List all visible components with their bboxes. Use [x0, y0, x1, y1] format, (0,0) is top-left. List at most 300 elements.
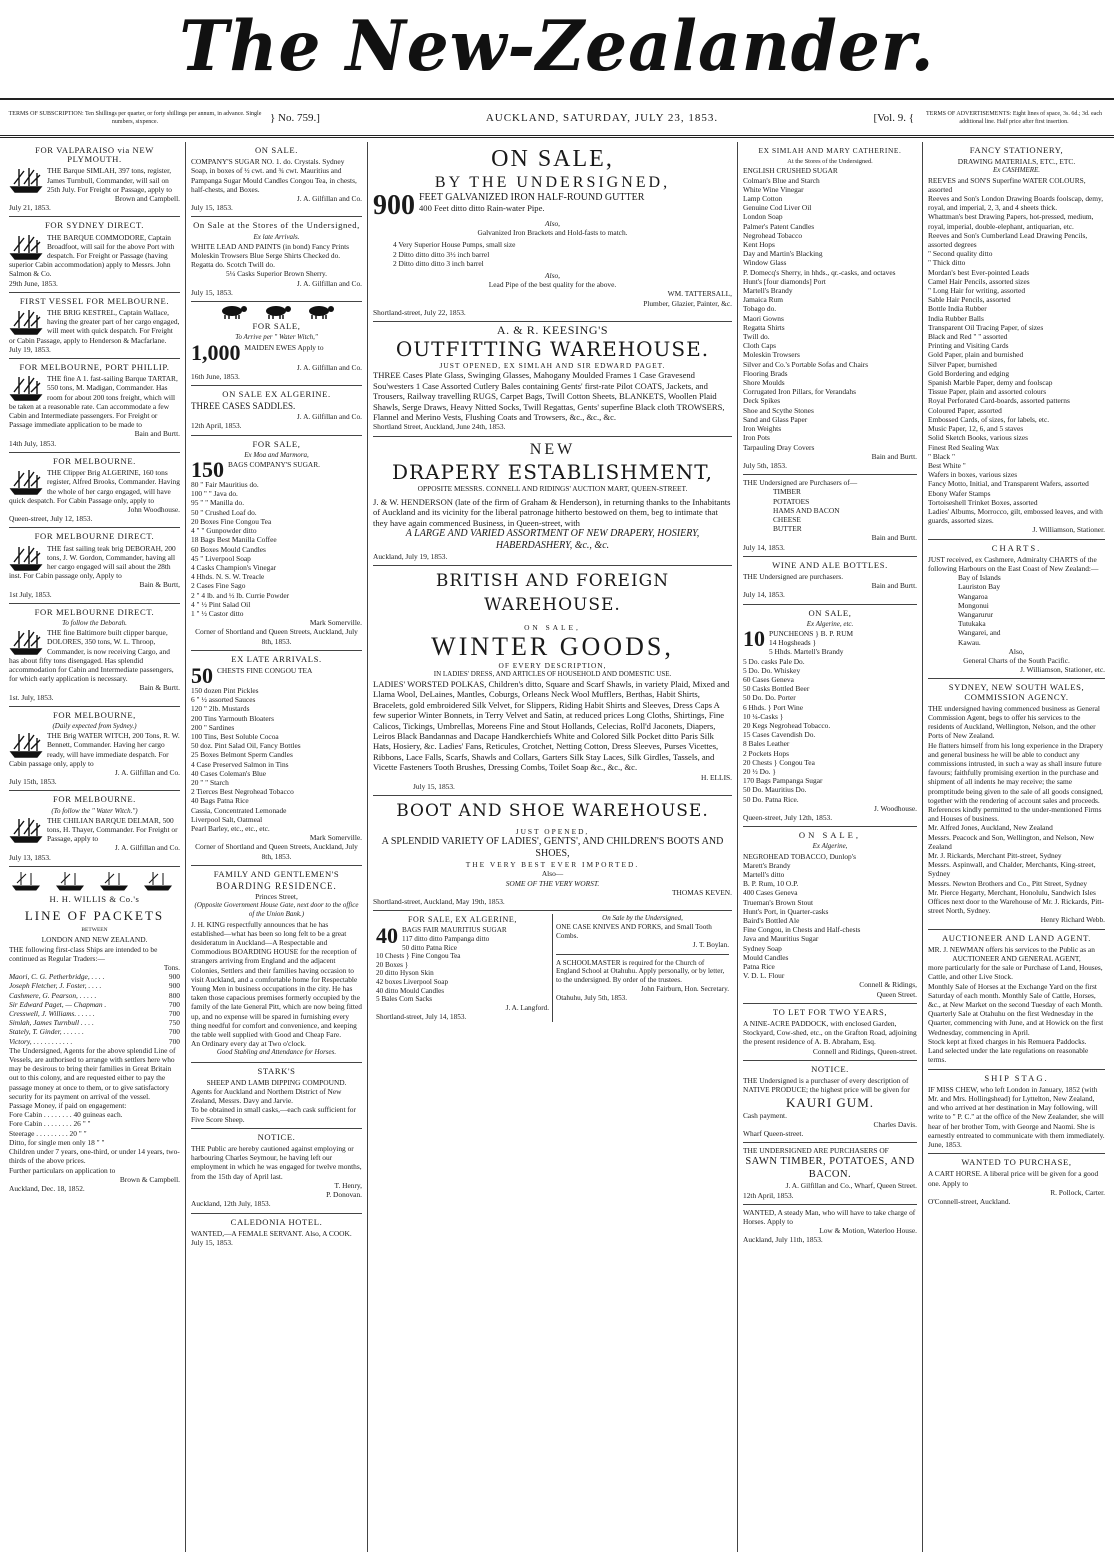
ad-date: July 15, 1853. [191, 287, 233, 297]
ad-subtitle: Ex Algerine, [812, 842, 848, 851]
ad-extra: 5¼ Casks Superior Brown Sherry. [226, 269, 327, 279]
list-item: 5 Do. Do. Whiskey [743, 665, 801, 675]
list-item: Printing and Visiting Cards [928, 341, 1009, 351]
ad-woodhouse-sale [743, 605, 917, 828]
list-item: Iron Weights [743, 424, 782, 434]
ad-delmar [9, 791, 180, 866]
ad-date: June, 1853. [928, 1139, 962, 1149]
list-item: 400 Cases Geneva [743, 888, 798, 898]
ad-body-4: Quarterly Sale at Otahuhu on the first Wednesday in the Quarter, commencing with June, and at Howick on the first Wednesday, commencing in April. [928, 1009, 1104, 1037]
ad-title: FOR MELBOURNE DIRECT. [34, 531, 155, 542]
ad-boot-shoe [373, 796, 732, 911]
list-item: Regatta Shirts [743, 322, 785, 332]
list-item: Silver and Co.'s Portable Sofas and Chairs [743, 359, 869, 369]
item-list [743, 852, 917, 981]
ship-tons: 750 [168, 1018, 180, 1028]
ship-row [9, 1009, 180, 1018]
ship-tons: 700 [168, 1027, 180, 1037]
ad-title: FOR MELBOURNE. [53, 455, 136, 466]
ad-title: WANTED TO PURCHASE, [961, 1157, 1072, 1168]
ad-title: FOR SALE, [252, 321, 301, 332]
list-item: Mordan's best Ever-pointed Leads [928, 267, 1030, 277]
ad-signature: J. A. Gilfillan and Co. [114, 843, 180, 853]
list-item: India Rubber Balls [928, 313, 984, 323]
ad-note: An Ordinary every day at Two o'clock. [191, 1039, 306, 1049]
item-list [743, 487, 917, 533]
ships-row-icon [9, 870, 179, 892]
ad-quantity: 50 [191, 662, 213, 688]
ad-line-of-packets [9, 867, 180, 1197]
ad-signature: J. A. Gilfillan and Co., Wharf, Queen Street. [785, 1181, 917, 1191]
list-item: 20 Kegs Negrohead Tobacco. [743, 720, 831, 730]
list-item: 4 Casks Champion's Vinegar [191, 562, 277, 572]
list-item: 50 ditto Patna Rice [402, 943, 457, 952]
list-item: Reeves and Son's London Drawing Boards foolscap, demy, royal, and imperial, 2, 3, and 4 sheets thick. [928, 194, 1104, 213]
ad-also: Also— [541, 869, 564, 879]
ad-date: Shortland-street, July 14, 1853. [376, 1012, 467, 1021]
ad-signature: J. Woodhouse. [874, 803, 917, 813]
ad-signature: J. A. Gilfillan and Co. [296, 362, 362, 372]
list-item: Gold Bordering and edging [928, 368, 1010, 378]
list-item: Fancy Motto, Initial, and Transparent Wafers, assorted [928, 479, 1089, 489]
list-item: 4 " " Gunpowder ditto [191, 526, 257, 536]
ad-signature: Henry Richard Webb. [1040, 915, 1105, 925]
ad-charts [928, 540, 1105, 680]
ship-tons: 900 [168, 972, 180, 982]
ship-icon [9, 309, 43, 335]
ad-starks [191, 1063, 362, 1129]
ad-body: THE Brig WATER WITCH, 200 Tons, R. W. Bennett, Commander. Having her cargo ready, will have immediate despatch. For Cabin passage only, apply to [9, 731, 180, 768]
list-item: 100 Tins, Best Soluble Cocoa [191, 731, 279, 741]
list-item: Fore Cabin . . . . . . . . 26 " " [9, 1119, 91, 1129]
ad-title: FOR MELBOURNE, PORT PHILLIP. [19, 362, 170, 373]
ad-subtitle: Ex Moa and Marmora, [244, 450, 309, 459]
list-item: 4 " ½ Pint Salad Oil [191, 599, 251, 609]
item-list [373, 240, 732, 268]
ad-title: FANCY STATIONERY, [969, 145, 1064, 155]
ad-headline: BRITISH AND FOREIGN WAREHOUSE. [435, 571, 670, 616]
list-item: 20 ditto Hyson Skin [376, 969, 434, 978]
list-item: Ebony Wafer Stamps [928, 488, 991, 498]
list-item: 40 ditto Mould Candles [376, 986, 445, 995]
ad-title: SHIP STAG. [984, 1072, 1049, 1083]
list-item: Wangarurur [958, 609, 994, 619]
ad-body-2: To be obtained in small casks,—each cask sufficient for Five Score Sheep. [191, 1105, 356, 1124]
list-item: Mongonui [958, 600, 989, 610]
ad-title: FOR MELBOURNE DIRECT. [34, 606, 155, 617]
ad-title: ON SALE. [255, 145, 298, 155]
list-item: 42 boxes Liverpool Soap [376, 977, 449, 986]
list-item: Cloth Caps [743, 341, 777, 351]
list-item: 20 Boxes Fine Congou Tea [191, 516, 272, 526]
list-item: 8 Bales Leather [743, 739, 790, 749]
list-item: Music Paper, 12, 6, and 5 staves [928, 424, 1024, 434]
ship-icon [9, 375, 43, 401]
ad-quantity: 150 [191, 457, 224, 483]
ad-keesing [373, 322, 732, 437]
ad-kestrel [9, 293, 180, 359]
column-1 [4, 142, 186, 1552]
ship-row [9, 1037, 180, 1046]
list-item: Coloured Paper, assorted [928, 405, 1002, 415]
ad-title: TO LET FOR TWO YEARS, [772, 1006, 888, 1017]
ad-title: EX LATE ARRIVALS. [231, 653, 322, 664]
list-item: Mr. Pierce Hegarty, Merchant, Honolulu, Sandwich Isles [928, 887, 1096, 897]
list-item: Java and Mauritius Sugar [743, 934, 819, 944]
ad-also-2: SOME OF THE VERY WORST. [505, 878, 600, 888]
ship-icon [9, 469, 43, 495]
list-item: Jamaica Rum [743, 295, 784, 305]
ad-headline: AUCTIONEER AND GENERAL AGENT, [952, 954, 1081, 964]
tons-label: Tons. [163, 963, 180, 973]
ad-subtitle: At the Stores of the Undersigned. [787, 158, 873, 166]
ad-title: A. & R. KEESING'S [496, 323, 609, 338]
ad-body: A CART HORSE. A liberal price will be given for a good one. Apply to [928, 1169, 1099, 1188]
ad-body: THREE CASES SADDLES. [191, 401, 296, 412]
list-item: Lauriston Bay [958, 582, 1001, 592]
ad-body: WANTED, A steady Man, who will have to take charge of Horses. Apply to [743, 1207, 916, 1226]
ad-signature: H. ELLIS. [701, 772, 732, 782]
list-item: 200 Tins Yarmouth Bloaters [191, 713, 274, 723]
ad-line-2: 400 Feet ditto ditto Rain-water Pipe. [419, 203, 545, 214]
ad-body: THE CHILIAN BARQUE DELMAR, 500 tons, H. Thayer, Commander. For Freight or Passage, apply to [47, 815, 178, 844]
ad-deborah [9, 528, 180, 603]
ad-body: JUST received, ex Cashmere, Admiralty CHARTS of the following Harbours on the East Coast of New Zealand:— [928, 554, 1099, 573]
ad-body: ONE CASE KNIVES AND FORKS, and Small Tooth Combs. [556, 923, 712, 940]
item-list [928, 573, 1105, 647]
ship-row [9, 1000, 180, 1009]
ad-date: Wharf Queen-street. [743, 1128, 804, 1138]
ad-boylan-schoolmaster [553, 914, 732, 1022]
list-item: Colman's Blue and Starch [743, 175, 820, 185]
ad-title-2: DRAWING MATERIALS, ETC., ETC. [957, 157, 1076, 167]
list-item: 15 Cases Cavendish Do. [743, 730, 816, 740]
ad-valparaiso [9, 142, 180, 217]
ad-signature: Bain and Burtt. [134, 429, 180, 439]
issue-date: AUCKLAND, SATURDAY, JULY 23, 1853. [485, 111, 719, 124]
list-item: 170 Bags Pampanga Sugar [743, 776, 823, 786]
list-item: Tobago do. [743, 304, 777, 314]
ad-signature: J. A. Gilfillan and Co. [296, 412, 362, 422]
ad-headline: LINE OF PACKETS [24, 908, 165, 924]
ad-body: THE fine A 1. fast-sailing Barque TARTAR, 550 tons, M. Madigan, Commander. Has room for about 200 tons freight, which will be taken at a reasonable rate. Can accommodate a few Cabin and Intermediate passengers. For Freight or Passage immediate application to be made to [9, 374, 178, 430]
fares-list [9, 1110, 180, 1165]
dateline-bar [0, 98, 1114, 138]
list-item: 2 " 4 lb. and ½ lb. Currie Powder [191, 590, 290, 600]
list-item: Tutukaka [958, 619, 986, 629]
ad-sydney-agency [928, 679, 1105, 929]
list-item: 14 Hogsheads } [769, 638, 817, 648]
list-item: Reeves and Son's Cumberland Lead Drawing Pencils, assorted degrees [928, 230, 1088, 250]
list-item: 20 Boxes } [376, 960, 409, 969]
ad-line: THE VERY BEST EVER IMPORTED. [465, 860, 640, 870]
list-item: 2 Tierces Best Negrohead Tobacco [191, 787, 294, 797]
ad-title: FOR MELBOURNE, [53, 709, 136, 720]
ship-icon [9, 167, 43, 193]
list-item: 4 Very Superior House Pumps, small size [393, 240, 516, 250]
ad-subtitle: (Opposite Government House Gate, next door to the office of the Union Bank.) [194, 901, 359, 919]
ship-row [9, 1018, 180, 1027]
list-item: Shore Moulds [743, 378, 785, 388]
ship-tons: 700 [168, 999, 180, 1009]
ad-head: CHESTS FINE CONGOU TEA [217, 665, 313, 675]
list-item: Moleskin Trowsers [743, 350, 800, 360]
list-item: Iron Pots [743, 433, 770, 443]
ad-wanted-man [743, 1205, 917, 1249]
list-item: 200 " Sardines [191, 722, 235, 732]
list-item: Steerage . . . . . . . . . 20 " " [9, 1128, 87, 1138]
ad-date: 12th April, 1853. [191, 421, 242, 431]
ad-signature: John Woodhouse. [127, 504, 180, 514]
ship-icon [9, 629, 43, 655]
ship-name: Stately, T. Ginder, . . . . . . [9, 1027, 84, 1037]
list-item: 10 Chests } Fine Congou Tea [376, 952, 461, 961]
ad-cash: Cash payment. [743, 1110, 787, 1120]
ad-signature: Brown & Campbell. [119, 1174, 180, 1184]
ad-body: THE Barque SIMLAH, 397 tons, register, James Turnbull, Commander, will sail on 25th July. For Freight or Passage, apply to [47, 166, 172, 194]
list-item: Silver Paper, burnished [928, 359, 997, 369]
ad-date: July 14, 1853. [743, 590, 785, 600]
ad-title: ON SALE, [798, 830, 862, 841]
list-item: Cassia, Concentrated Lemonade [191, 805, 287, 815]
ad-signature: T. Henry, [334, 1180, 362, 1190]
list-item: 40 Bags Patna Rice [191, 796, 249, 806]
ad-connell-ridings-sale [743, 827, 917, 1004]
ad-body: THE Undersigned are purchasers. [743, 571, 844, 581]
ad-body: MAIDEN EWES Apply to [244, 342, 324, 352]
fares-title: Passage Money, if paid on engagement: [9, 1101, 127, 1111]
list-item: Whattman's best Drawing Papers, hot-pressed, medium, royal, imperial, double-elephant, antiquarian, etc. [928, 212, 1094, 231]
ad-signature: J. T. Boylan. [692, 940, 729, 949]
ad-white-lead [191, 217, 362, 302]
list-item: Palmer's Patent Candles [743, 221, 815, 231]
list-item: 5 Bales Corn Sacks [376, 995, 433, 1004]
ad-dolores [9, 604, 180, 707]
list-item: Twill do. [743, 332, 770, 342]
ad-body: THE fine Baltimore built clipper barque, DOLORES, 350 tons, W. L. Throop, Commander, is now receiving Cargo, and has about fifty tons disengaged. Has splendid accommodation for Cabin and Intermediate passengers, for which early application is necessary. [9, 628, 174, 684]
ad-signature: J. A. Gilfillan and Co. [296, 278, 362, 288]
ship-row [9, 972, 180, 981]
ad-sawn-timber [743, 1143, 917, 1205]
list-item: Pearl Barley, etc., etc., etc. [191, 823, 270, 833]
ad-title: NEW [529, 440, 576, 458]
ad-title: H. H. WILLIS & Co.'s [49, 894, 140, 905]
ad-body: Agents for Auckland and Northern District of New Zealand, Messrs. Davy and Jarvie. [191, 1087, 342, 1106]
ad-date: 1st July, 1853. [9, 589, 52, 599]
ad-date: O'Connell-street, Auckland. [928, 1196, 1011, 1206]
list-item: BUTTER [773, 524, 802, 534]
list-item: Tissue Paper, plain and assorted colours [928, 387, 1047, 397]
ad-title: FIRST VESSEL FOR MELBOURNE. [19, 295, 170, 306]
advertisement-terms: TERMS OF ADVERTISEMENTS: Eight lines of space, 3s. 6d.; 3d. each additional line. Half price after first insertion. [926, 110, 1102, 125]
ad-title: FOR VALPARAISO via NEW PLYMOUTH. [35, 145, 154, 165]
ad-body-2: He flatters himself from his long experience in the Drapery and general business he will be able to conduct any commissions intrusted, in such a way as shall insure future favours; faithfully promising exertion in the purchase and shipment of all indents he may receive; the same promptitude being given to the sale of all goods consigned, together with the rendering of account sales and proceeds. [928, 740, 1104, 805]
ad-signature: R. Pollock, Carter. [1050, 1187, 1105, 1197]
ship-icon [9, 545, 43, 571]
list-item: 1 " ½ Castor ditto [191, 608, 244, 618]
ad-intro: THE following first-class Ships are intended to be continued as Regular Traders:— [9, 944, 158, 963]
ad-somerville-sugar [191, 436, 362, 651]
ad-body: THE Undersigned are Purchasers of— [743, 478, 858, 488]
ad-subtitle: Ex late Arrivals. [253, 232, 300, 241]
ad-subtitle: To Arrive per " Water Witch," [235, 333, 318, 342]
ad-title: CHARTS. [991, 542, 1042, 553]
ad-onsale: ON SALE, [524, 623, 581, 633]
ad-subtitle: Ex Algerine, etc. [806, 619, 854, 628]
ad-signature: Mark Somerville. [309, 618, 362, 628]
ad-headline-2: BY THE UNDERSIGNED, [434, 174, 671, 191]
ad-date: Queen-street, July 12, 1853. [9, 514, 93, 524]
list-item: 117 ditto ditto Pampanga ditto [402, 934, 490, 943]
ad-schoolmaster-signature: John Fairburn, Hon. Secretary. [640, 984, 729, 993]
list-item: 50 Do. Patna Rice. [743, 794, 799, 804]
ship-name: Cresswell, J. Williams. . . . . . [9, 1009, 95, 1019]
list-item: 50 " Crushed Loaf do. [191, 507, 257, 517]
list-item: Royal Perforated Card-boards, assorted patterns [928, 396, 1070, 406]
ad-line-3: Galvanized Iron Brackets and Hold-fasts to match. [477, 228, 628, 238]
list-item: P. Domecq's Sherry, in hhds., qr.-casks, and octaves [743, 267, 896, 277]
ad-subtitle-2: IN LADIES' DRESS, AND ARTICLES OF HOUSEHOLD AND DOMESTIC USE. [433, 669, 672, 678]
ad-date: July 13, 1853. [9, 852, 51, 862]
list-item: 10 ¼-Casks } [743, 711, 784, 721]
ad-signature-2: P. Donovan. [326, 1190, 362, 1200]
ship-tons: 800 [168, 990, 180, 1000]
list-item: 6 Hhds. } Port Wine [743, 702, 803, 712]
ad-signature: Connell and Ridings, Queen-street. [812, 1046, 917, 1056]
ad-purchasers-timber [743, 475, 917, 557]
newspaper-title: The New-Zealander. [179, 5, 935, 87]
list-item: Fine Congou, in Chests and Half-chests [743, 925, 861, 935]
list-item: 120 " 2lb. Mustards [191, 704, 250, 714]
list-item: Sydney Soap [743, 943, 782, 953]
ad-body: THE undersigned having commenced business as General Commission Agent, begs to offer his services to the residents of Auckland, Wellington, Nelson, and the other Ports of New Zealand. [928, 703, 1100, 741]
ad-title: SYDNEY, NEW SOUTH WALES, COMMISSION AGENCY. [948, 682, 1085, 702]
ship-tons: 900 [168, 981, 180, 991]
ad-date: July 19, 1853. [9, 344, 51, 354]
list-item: Camel Hair Pencils, assorted sizes [928, 276, 1030, 286]
list-item: 50 Do. Do. Porter [743, 693, 796, 703]
ad-sydney-direct [9, 217, 180, 292]
list-item: Deck Spikes [743, 396, 781, 406]
ship-name: Maori, C. G. Petherbridge, . . . . [9, 972, 105, 982]
list-item: Sable Hair Pencils, assorted [928, 295, 1011, 305]
ad-signature: Bain and Burtt. [871, 451, 917, 461]
list-item: 40 Cases Coleman's Blue [191, 768, 267, 778]
ad-schoolmaster-body: A SCHOOLMASTER is required for the Church of England School at Otahuhu. Apply personally, or by letter, to the undersigned. By order of the trustees. [556, 958, 725, 984]
ship-row [9, 1027, 180, 1036]
list-item: 20 Chests } Congou Tea [743, 757, 815, 767]
list-item: B. P. Rum, 10 O.P. [743, 879, 799, 889]
item-list [743, 625, 917, 804]
list-item: Negrohead Tobacco [743, 230, 803, 240]
ad-signature: Bain and Burtt. [871, 581, 917, 591]
list-item: London Soap [743, 212, 783, 222]
list-item: 18 Bags Best Manilla Coffee [191, 535, 277, 545]
list-item: Spanish Marble Paper, demy and foolscap [928, 378, 1053, 388]
ad-subtitle: (Daily expected from Sydney.) [52, 721, 137, 730]
ad-water-witch [9, 707, 180, 792]
ship-icon [9, 817, 43, 843]
ad-signature: J. A. Gilfillan and Co. [296, 194, 362, 204]
ad-kauri-gum [743, 1061, 917, 1143]
ad-body: MR. J. NEWMAN offers his services to the Public as an [928, 944, 1095, 954]
ad-line: General Charts of the South Pacific. [963, 655, 1070, 665]
ad-date: Shortland-street, Auckland, May 19th, 1853. [373, 896, 505, 906]
list-item: 20 ½ Do. } [743, 767, 776, 776]
list-item: 2 Ditto ditto ditto 3½ inch barrel [393, 249, 490, 259]
list-item: Maori Gowns [743, 313, 784, 323]
ad-subtitle: To follow the Deborah. [62, 618, 127, 627]
page-columns [4, 142, 1110, 1552]
list-item: 45 " Liverpool Soap [191, 553, 251, 563]
list-item: Children under 7 years, one-third, or under 14 years, two-thirds of the above prices. [9, 1147, 180, 1166]
subscription-terms: TERMS OF SUBSCRIPTION: Ten Shillings per quarter, or forty shillings per annum, in advance. Single numbers, sixpence. [8, 110, 262, 125]
ad-signature: J. A. Gilfillan and Co. [114, 767, 180, 777]
ship-icon [9, 234, 43, 260]
ad-also: Also, [545, 219, 560, 228]
ad-body: IF MISS CHEW, who left London in January, 1852 (with Mr. and Mrs. Hollingshead) for Lyttelton, New Zealand, and who arrived at her destination in May following, will write to " P. C." at the office of the New Zealander, she will hear of her brother Tom, with George and Naomi. She is earnestly entreated to communicate with them immediately. [928, 1084, 1105, 1140]
ad-title: ON SALE EX ALGERINE. [222, 389, 331, 400]
ad-cart-horse [928, 1154, 1105, 1210]
ad-title: FOR SYDNEY DIRECT. [45, 220, 144, 231]
ad-date: July 15, 1853. [191, 1237, 233, 1247]
ad-title: AUCTIONEER AND LAND AGENT. [941, 932, 1092, 943]
list-item: 100 " " Java do. [191, 489, 238, 499]
ad-langford [373, 914, 553, 1022]
item-list [191, 480, 362, 618]
list-item: 4 Hhds. N. S. W. Treacle [191, 572, 265, 582]
ad-title-2: SHEEP AND LAMB DIPPING COMPOUND. [206, 1077, 347, 1087]
list-item: Liverpool Salt, Oatmeal [191, 814, 263, 824]
list-item: Best White " [928, 460, 966, 470]
ad-date: Auckland, July 19, 1853. [373, 552, 448, 562]
ad-headline: BOOT AND SHOE WAREHOUSE. [396, 800, 709, 821]
list-item: Kawau. [958, 637, 981, 647]
ad-date: Corner of Shortland and Queen Streets, Auckland, July 8th, 1853. [195, 842, 358, 861]
sheep-row [191, 305, 362, 321]
ad-title: EX SIMLAH AND MARY CATHERINE. [758, 146, 902, 155]
ad-simlah-stores [743, 142, 917, 475]
list-item: Fore Cabin . . . . . . . . 40 guineas each. [9, 1110, 123, 1120]
ad-henderson-drapery [373, 437, 732, 567]
ad-fancy-stationery [928, 142, 1105, 540]
ad-signature: Bain and Burtt. [871, 533, 917, 543]
ad-trade: Plumber, Glazier, Painter, &c. [643, 298, 732, 308]
ad-body-6: Land selected under the late regulations on reasonable terms. [928, 1046, 1089, 1065]
column-3 [368, 142, 738, 1552]
ad-title: On Sale at the Stores of the Undersigned, [193, 220, 360, 231]
sheep-icon [262, 305, 292, 319]
ad-body: WHITE LEAD AND PAINTS (in bond) Fancy Prints Moleskin Trowsers Blue Serge Shirts Checked do. Regatta do. Scotch Twill do. [191, 241, 349, 270]
ad-signature: Mark Somerville. [309, 833, 362, 843]
list-item: Bottle India Rubber [928, 304, 987, 314]
ad-boarding-residence [191, 866, 362, 1063]
list-item: 60 Cases Geneva [743, 674, 794, 684]
ad-signature: WM. TATTERSALL, [667, 289, 732, 299]
list-item: Martell's ditto [743, 870, 785, 880]
ad-body: J. & W. HENDERSON (late of the firm of Graham & Henderson), in returning thanks to the Inhabitants of Auckland and its vicinity for the liberal patronage hitherto bestowed on them, beg to intimate that they have again commenced Business, in Queen-street, with [373, 496, 731, 528]
list-item: 5 Hhds. Martell's Brandy [769, 647, 844, 657]
list-item: HAMS AND BACON [773, 505, 840, 515]
ad-tattersall [373, 142, 732, 322]
ad-title: STARK'S [257, 1065, 296, 1076]
ad-date: 12th April, 1853. [743, 1190, 794, 1200]
list-item: BAGS FAIR MAURITIUS SUGAR [402, 926, 507, 935]
sheep-icon [305, 305, 335, 319]
ad-title: FOR SALE, [252, 438, 301, 449]
list-item: Bay of Islands [958, 573, 1001, 583]
ad-headline: OUTFITTING WAREHOUSE. [395, 337, 710, 362]
